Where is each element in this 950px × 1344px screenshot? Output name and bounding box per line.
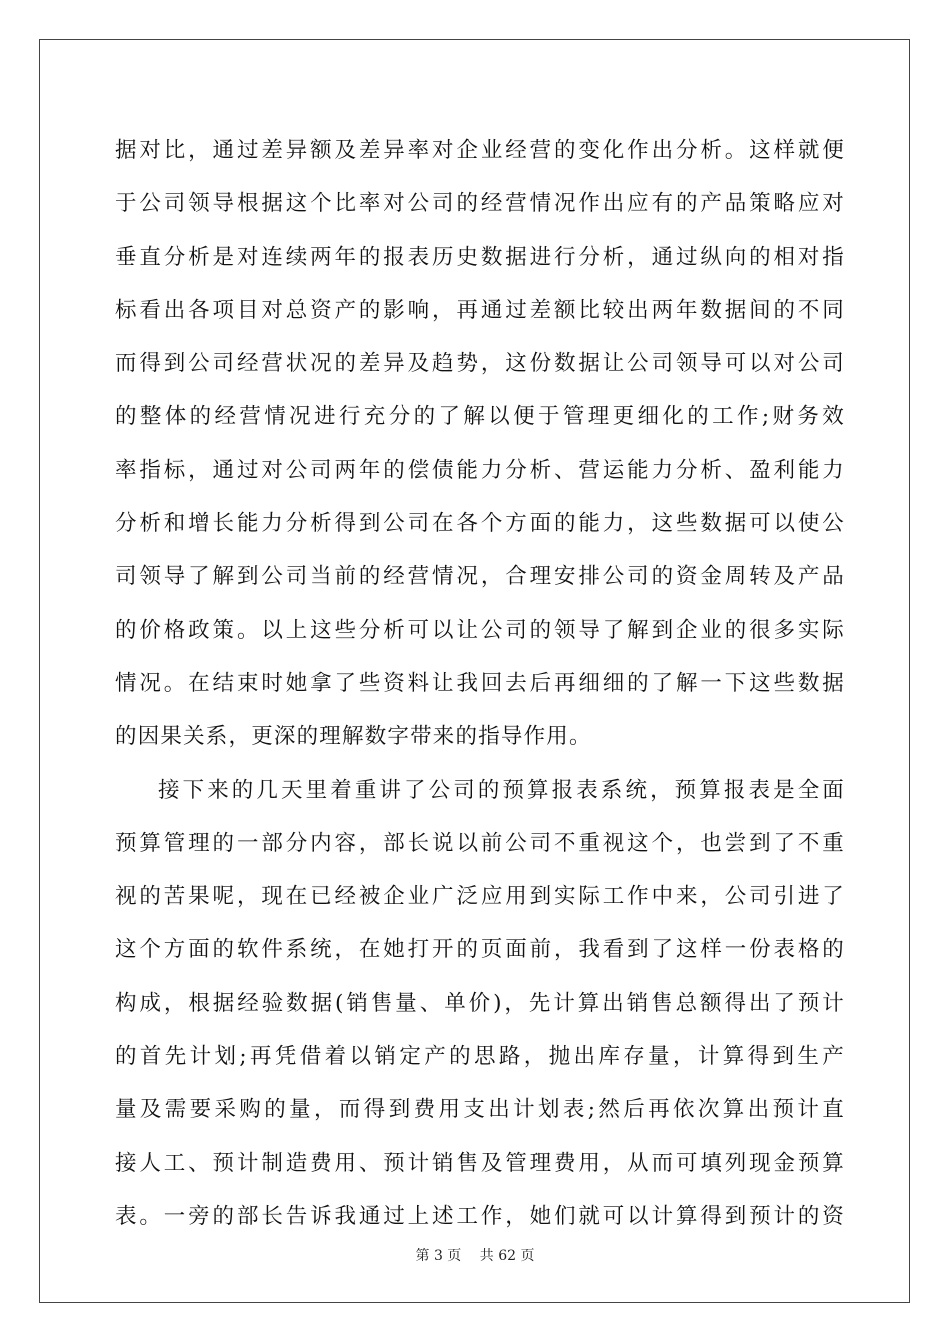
text-line: 标看出各项目对总资产的影响，再通过差额比较出两年数据间的不同	[115, 297, 845, 323]
text-line: 的因果关系，更深的理解数字带来的指导作用。	[115, 724, 592, 750]
paragraph-first-line: 接下来的几天里着重讲了公司的预算报表系统，预算报表是全面	[158, 777, 845, 803]
text-line: 垂直分析是对连续两年的报表历史数据进行分析，通过纵向的相对指	[115, 244, 845, 270]
text-line: 的首先计划;再凭借着以销定产的思路，抛出库存量，计算得到生产	[115, 1044, 845, 1070]
text-line: 视的苦果呢，现在已经被企业广泛应用到实际工作中来，公司引进了	[115, 884, 845, 910]
text-line: 司领导了解到公司当前的经营情况，合理安排公司的资金周转及产品	[115, 564, 845, 590]
text-line: 表。一旁的部长告诉我通过上述工作，她们就可以计算得到预计的资	[115, 1203, 845, 1229]
page-footer: 第 3 页 共 62 页	[415, 1248, 535, 1264]
text-line: 于公司领导根据这个比率对公司的经营情况作出应有的产品策略应对	[115, 191, 845, 217]
document-body	[115, 124, 845, 1243]
text-line: 率指标，通过对公司两年的偿债能力分析、营运能力分析、盈利能力	[115, 457, 845, 483]
text-line: 分析和增长能力分析得到公司在各个方面的能力，这些数据可以使公	[115, 511, 845, 537]
text-line: 的整体的经营情况进行充分的了解以便于管理更细化的工作;财务效	[115, 404, 845, 430]
text-line: 情况。在结束时她拿了些资料让我回去后再细细的了解一下这些数据	[115, 670, 845, 696]
text-line: 而得到公司经营状况的差异及趋势，这份数据让公司领导可以对公司	[115, 351, 845, 377]
text-line: 构成，根据经验数据(销售量、单价)，先计算出销售总额得出了预计	[115, 990, 845, 1016]
text-line: 量及需要采购的量，而得到费用支出计划表;然后再依次算出预计直	[115, 1097, 845, 1123]
text-line: 这个方面的软件系统，在她打开的页面前，我看到了这样一份表格的	[115, 937, 845, 963]
text-line: 接人工、预计制造费用、预计销售及管理费用，从而可填列现金预算	[115, 1150, 845, 1176]
text-line: 据对比，通过差异额及差异率对企业经营的变化作出分析。这样就便	[115, 138, 845, 163]
text-line: 预算管理的一部分内容，部长说以前公司不重视这个，也尝到了不重	[115, 830, 845, 856]
text-line: 的价格政策。以上这些分析可以让公司的领导了解到企业的很多实际	[115, 617, 845, 643]
